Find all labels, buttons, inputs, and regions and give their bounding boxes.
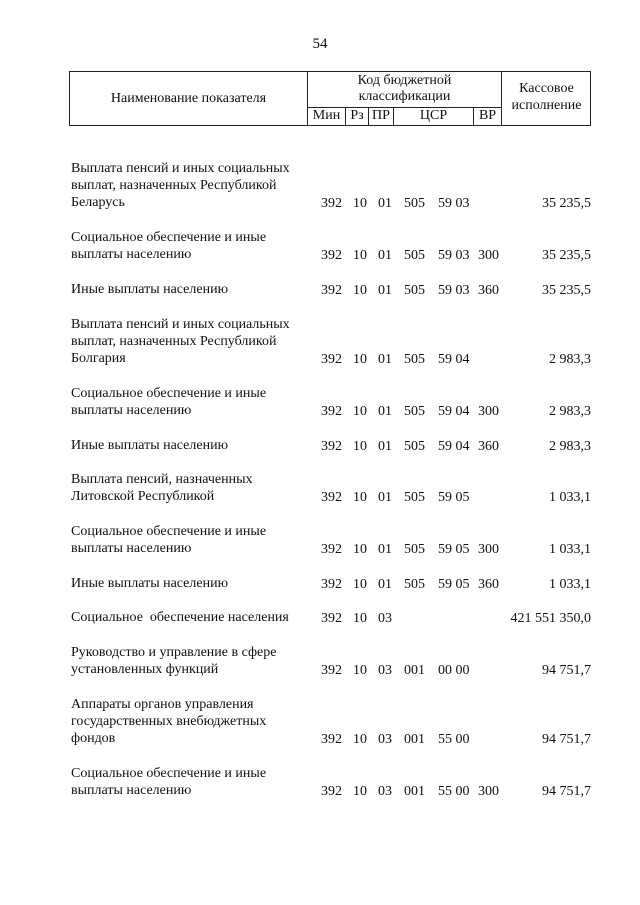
- row-rz: 10: [353, 663, 367, 678]
- row-min: 392: [321, 490, 342, 505]
- row-min: 392: [321, 439, 342, 454]
- row-name: Руководство и управление в сфере установленных функций: [71, 645, 277, 677]
- table-row: [0, 765, 640, 800]
- row-csr-2: 59 03: [438, 283, 470, 298]
- row-min: 392: [321, 611, 342, 626]
- header-col-vr: ВР: [478, 108, 497, 123]
- row-rz: 10: [353, 732, 367, 747]
- row-csr-2: 59 04: [438, 439, 470, 454]
- row-rz: 10: [353, 611, 367, 626]
- row-vr: 300: [478, 542, 499, 557]
- row-name: Выплата пенсий и иных социальных выплат, назначенных Республикой Болгария: [71, 317, 290, 366]
- page-number: 54: [312, 36, 328, 52]
- row-pr: 01: [378, 248, 392, 263]
- row-csr-2: 59 05: [438, 490, 470, 505]
- row-pr: 01: [378, 542, 392, 557]
- row-pr: 03: [378, 732, 392, 747]
- table-row: [0, 609, 640, 627]
- table-row: [0, 696, 640, 748]
- table-header: [69, 71, 591, 126]
- row-csr-2: 55 00: [438, 784, 470, 799]
- row-vr: 360: [478, 439, 499, 454]
- row-amount: 2 983,3: [549, 439, 591, 454]
- row-csr-2: 59 05: [438, 542, 470, 557]
- row-pr: 03: [378, 663, 392, 678]
- row-pr: 01: [378, 404, 392, 419]
- table-row: [0, 281, 640, 299]
- header-code-label-2: классификации: [358, 89, 451, 104]
- row-name: Иные выплаты населению: [71, 282, 229, 297]
- row-name: Социальное обеспечение и иные выплаты населению: [71, 230, 267, 262]
- header-col-pr: ПР: [372, 108, 390, 123]
- row-rz: 10: [353, 404, 367, 419]
- row-rz: 10: [353, 248, 367, 263]
- table-row: [0, 160, 640, 212]
- row-csr-1: 001: [404, 663, 425, 678]
- row-min: 392: [321, 577, 342, 592]
- table-row: [0, 385, 640, 420]
- row-amount: 421 551 350,0: [510, 611, 591, 626]
- row-csr-1: 001: [404, 732, 425, 747]
- row-min: 392: [321, 352, 342, 367]
- row-name: Социальное обеспечение и иные выплаты населению: [71, 386, 267, 418]
- row-amount: 1 033,1: [549, 490, 591, 505]
- row-name: Социальное обеспечение и иные выплаты населению: [71, 766, 267, 798]
- row-csr-2: 59 03: [438, 248, 470, 263]
- row-amount: 2 983,3: [549, 352, 591, 367]
- header-col-min: Мин: [312, 108, 341, 123]
- row-vr: 300: [478, 784, 499, 799]
- row-min: 392: [321, 663, 342, 678]
- row-rz: 10: [353, 490, 367, 505]
- row-name: Иные выплаты населению: [71, 438, 229, 453]
- row-csr-1: 505: [404, 542, 425, 557]
- row-rz: 10: [353, 283, 367, 298]
- row-pr: 01: [378, 577, 392, 592]
- header-col-rz: Рз: [350, 108, 364, 123]
- row-csr-1: 505: [404, 352, 425, 367]
- row-csr-1: 505: [404, 490, 425, 505]
- row-vr: 360: [478, 283, 499, 298]
- header-col-csr: ЦСР: [419, 108, 448, 123]
- row-csr-1: 001: [404, 784, 425, 799]
- table-row: [0, 316, 640, 368]
- row-csr-1: 505: [404, 196, 425, 211]
- row-amount: 1 033,1: [549, 542, 591, 557]
- header-name-label: Наименование показателя: [110, 91, 267, 106]
- row-name: Выплата пенсий и иных социальных выплат, назначенных Республикой Беларусь: [71, 161, 290, 210]
- row-min: 392: [321, 784, 342, 799]
- row-csr-2: 59 03: [438, 196, 470, 211]
- row-amount: 35 235,5: [542, 196, 591, 211]
- header-bottom-border: [69, 125, 591, 126]
- row-csr-2: 59 04: [438, 404, 470, 419]
- row-rz: 10: [353, 577, 367, 592]
- row-min: 392: [321, 404, 342, 419]
- row-amount: 35 235,5: [542, 248, 591, 263]
- row-rz: 10: [353, 439, 367, 454]
- table-row: [0, 575, 640, 593]
- row-rz: 10: [353, 784, 367, 799]
- row-amount: 94 751,7: [542, 663, 591, 678]
- row-pr: 03: [378, 611, 392, 626]
- header-amount-label-1: Кассовое: [519, 81, 574, 96]
- row-min: 392: [321, 542, 342, 557]
- table-row: [0, 471, 640, 506]
- row-min: 392: [321, 732, 342, 747]
- row-csr-2: 00 00: [438, 663, 470, 678]
- row-csr-1: 505: [404, 439, 425, 454]
- table-row: [0, 644, 640, 679]
- row-min: 392: [321, 196, 342, 211]
- row-name: Иные выплаты населению: [71, 576, 229, 591]
- row-amount: 2 983,3: [549, 404, 591, 419]
- row-vr: 360: [478, 577, 499, 592]
- row-min: 392: [321, 283, 342, 298]
- row-amount: 1 033,1: [549, 577, 591, 592]
- row-rz: 10: [353, 196, 367, 211]
- row-amount: 94 751,7: [542, 784, 591, 799]
- row-csr-2: 55 00: [438, 732, 470, 747]
- header-code-label-1: Код бюджетной: [357, 73, 452, 88]
- table-row: [0, 523, 640, 558]
- row-name: Выплата пенсий, назначенных Литовской Республикой: [71, 472, 253, 504]
- row-rz: 10: [353, 352, 367, 367]
- row-pr: 01: [378, 439, 392, 454]
- row-vr: 300: [478, 248, 499, 263]
- row-pr: 03: [378, 784, 392, 799]
- table-row: [0, 229, 640, 264]
- row-pr: 01: [378, 283, 392, 298]
- row-amount: 94 751,7: [542, 732, 591, 747]
- row-vr: 300: [478, 404, 499, 419]
- row-csr-2: 59 05: [438, 577, 470, 592]
- row-csr-1: 505: [404, 577, 425, 592]
- header-top-border: [69, 71, 591, 72]
- row-csr-1: 505: [404, 283, 425, 298]
- row-min: 392: [321, 248, 342, 263]
- row-csr-2: 59 04: [438, 352, 470, 367]
- row-name: Социальное обеспечение и иные выплаты населению: [71, 524, 267, 556]
- row-csr-1: 505: [404, 404, 425, 419]
- row-name: Социальное обеспечение населения: [71, 610, 289, 625]
- row-pr: 01: [378, 352, 392, 367]
- row-amount: 35 235,5: [542, 283, 591, 298]
- header-amount-label-2: исполнение: [511, 98, 582, 113]
- row-csr-1: 505: [404, 248, 425, 263]
- row-pr: 01: [378, 490, 392, 505]
- row-pr: 01: [378, 196, 392, 211]
- row-rz: 10: [353, 542, 367, 557]
- table-row: [0, 437, 640, 455]
- row-name: Аппараты органов управления государственных внебюджетных фондов: [71, 697, 267, 746]
